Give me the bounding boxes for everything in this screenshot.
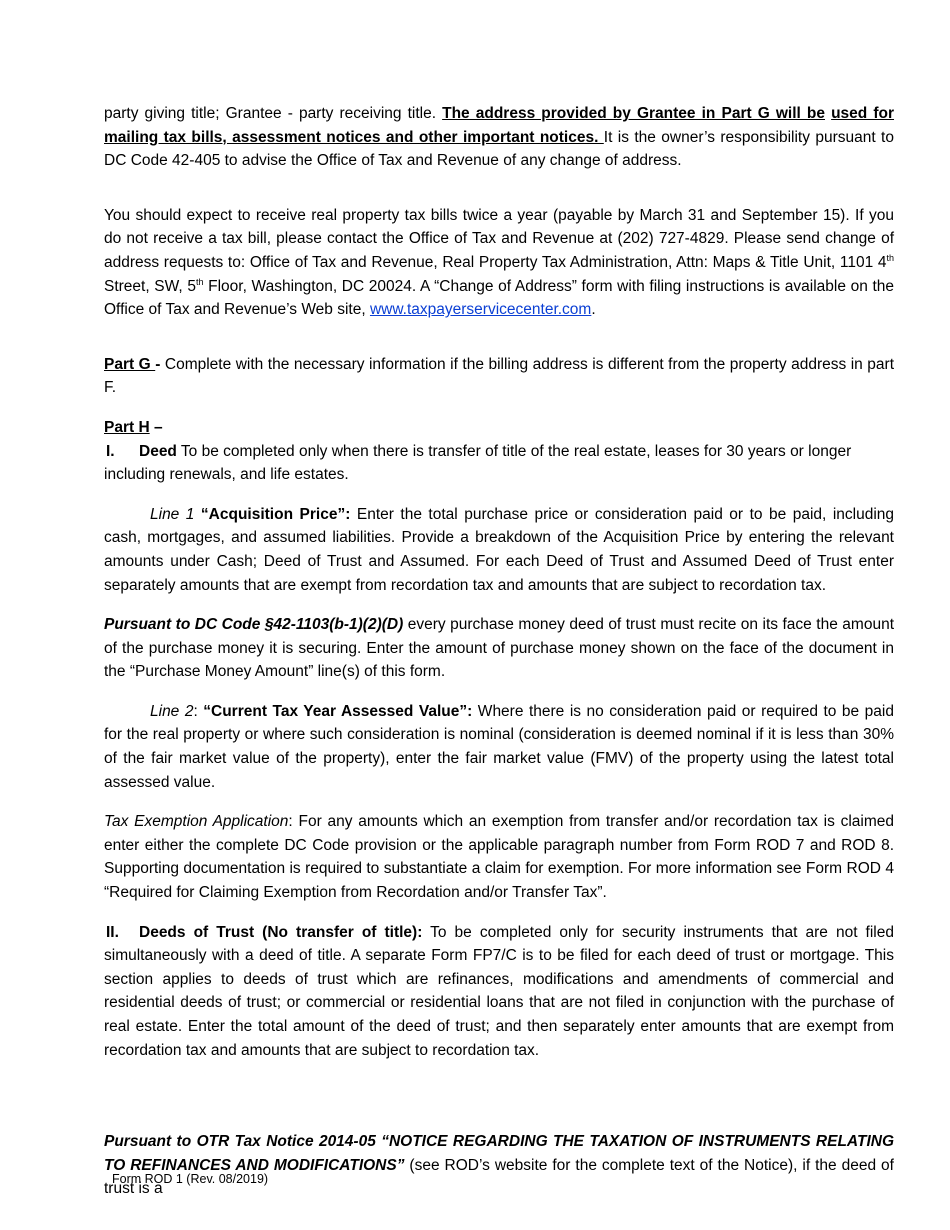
purchase-money-paragraph: Pursuant to DC Code §42-1103(b-1)(2)(D) every purchase money deed of trust must recite on its face the amount of the purchase money it is securing. Enter the amount of purchase money shown on the face of the document in the “Purchase Money Amount” line(s) of this form. xyxy=(104,616,894,681)
form-footer: Form ROD 1 (Rev. 08/2019) xyxy=(112,1172,269,1186)
mailing-notice-emphasis-cont: used for mailing tax bills, assessment notices and other important notices. xyxy=(104,105,895,146)
acquisition-price-heading: “Acquisition Price”: xyxy=(194,505,351,523)
tax-exemption-label: Tax Exemption Application xyxy=(104,813,289,831)
dc-code-citation: Pursuant to DC Code §42-1103(b-1)(2)(D) xyxy=(104,616,404,634)
grantee-paragraph: party giving title; Grantee - party receiving title. The address provided by Grantee in Part G will be used for mailing tax bills, assessment notices and other important notices. It is the owner’s responsibility pursuant to DC Code 42-405 to advise the Office of Tax and Revenue of any change of address. xyxy=(104,105,895,170)
deed-section: I. Deed To be completed only when there is transfer of title of the real estate, leases for 30 years or longer including renewals, and life estates. xyxy=(104,440,894,487)
taxpayer-service-link[interactable]: www.taxpayerservicecenter.com xyxy=(369,301,592,319)
part-g-heading: Part G xyxy=(104,355,156,373)
deeds-of-trust-heading: Deeds of Trust (No transfer of title): xyxy=(139,923,423,941)
assessed-value-heading: “Current Tax Year Assessed Value”: xyxy=(203,702,473,720)
tax-bill-paragraph: You should expect to receive real property tax bills twice a year (payable by March 31 and September 15). If you do not receive a tax bill, please contact the Office of Tax and Revenue at (202) 727-4829. Please send change of address requests to: Office of Tax and Revenue, Real Property Tax Administration, Attn: Maps & Title Unit, 1101 4th Street, SW, 5th Floor, Washington, DC 20024. A “Change of Address” form with filing instructions is available on the Office of Tax and Revenue’s Web site, www.taxpayerservicecenter.com. xyxy=(104,206,895,319)
section-numeral-i: I. xyxy=(106,442,115,460)
mailing-notice-emphasis: The address provided by Grantee in Part G will be xyxy=(442,105,825,122)
deed-heading: Deed xyxy=(139,442,177,460)
line-2-paragraph: Line 2: “Current Tax Year Assessed Value”: Where there is no consideration paid or required to be paid for the real property or where such consideration is nominal (consideration is deemed nominal if it is less than 30% of the fair market value of the property), enter the fair market value (FMV) of the property using the latest total assessed value. xyxy=(104,702,894,791)
part-h-heading: Part H – xyxy=(104,418,163,436)
section-numeral-ii: II. xyxy=(106,923,119,941)
line-1-paragraph: Line 1 “Acquisition Price”: Enter the total purchase price or consideration paid or to be paid, including cash, mortgages, and assumed liabilities. Provide a breakdown of the Acquisition Price by entering the relevant amounts under Cash; Deed of Trust and Assumed. For each Deed of Trust and Assumed Deed of Trust enter separately amounts that are exempt from recordation tax and amounts that are subject to recordation tax. xyxy=(104,505,894,594)
tax-exemption-paragraph: Tax Exemption Application: For any amounts which an exemption from transfer and/or recordation tax is claimed enter either the complete DC Code provision or the applicable paragraph number from Form ROD 7 and ROD 8. Supporting documentation is required to substantiate a claim for exemption. For more information see Form ROD 4 “Required for Claiming Exemption from Recordation and/or Transfer Tax”. xyxy=(104,813,894,902)
otr-notice-paragraph: Pursuant to OTR Tax Notice 2014-05 “NOTICE REGARDING THE TAXATION OF INSTRUMENTS RELATING TO REFINANCES AND MODIFICATIONS” (see ROD’s website for the complete text of the Notice), if the deed of trust is a xyxy=(104,1133,894,1198)
document-body xyxy=(104,102,894,1062)
deeds-of-trust-section: II. Deeds of Trust (No transfer of title): To be completed only for security instruments that are not filed simultaneously with a deed of title. A separate Form FP7/C is to be filed for each deed of trust or mortgage. This section applies to deeds of trust which are refinances, modifications and amendments of commercial and residential deeds of trust; or commercial or residential loans that are not filed in conjunction with the purchase of real estate. Enter the total amount of the deed of trust; and then separately enter amounts that are exempt from recordation tax and amounts that are subject to recordation tax. xyxy=(104,921,894,1063)
part-g-paragraph: Part G - Complete with the necessary information if the billing address is different from the property address in part F. xyxy=(104,355,894,397)
otr-notice-citation: Pursuant to OTR Tax Notice 2014-05 “NOTICE REGARDING THE TAXATION OF INSTRUMENTS RELATING TO REFINANCES AND MODIFICATIONS” xyxy=(104,1133,894,1174)
